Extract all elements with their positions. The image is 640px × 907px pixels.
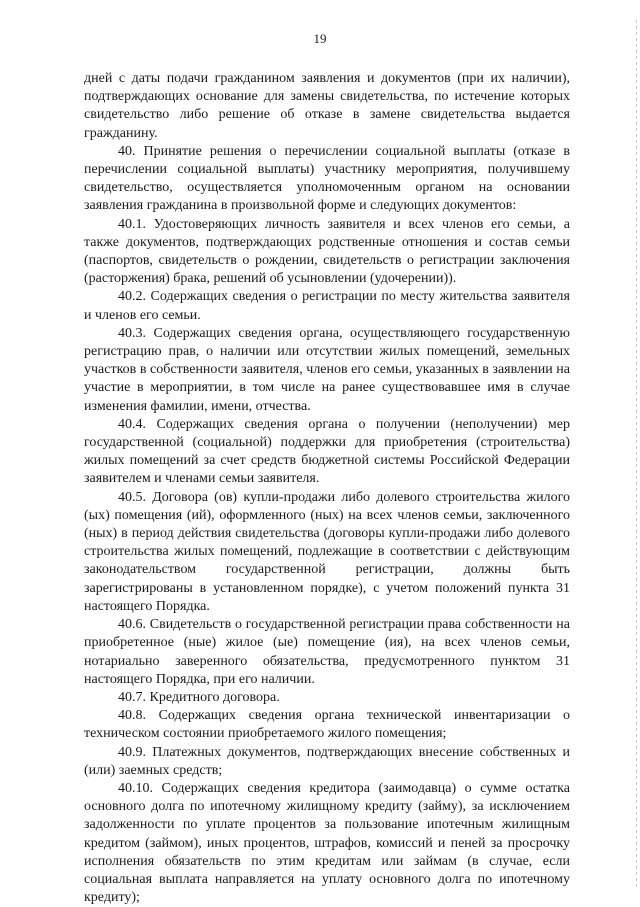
page-number: 19 <box>313 31 327 46</box>
paragraph-40: 40. Принятие решения о перечислении социальной выплаты (отказе в перечислении социальной выплаты) участнику мероприятия, получившему свидетельство, осуществляется уполномоченным органом на основании заявления гражданина в произвольной форме и следующих документов: <box>84 143 570 214</box>
paragraph-40-7: 40.7. Кредитного договора. <box>118 689 280 705</box>
paragraph-40-3: 40.3. Содержащих сведения органа, осуществляющего государственную регистрацию прав, о наличии или отсутствии жилых помещений, земельных участков в собственности заявителя, членов его семьи, указанных в заявлении на участие в мероприятии, в том числе на ранее существовавшее имя в случае изменения фамилии, имени, отчества. <box>84 325 570 414</box>
paragraph-continuation: дней с даты подачи гражданином заявления и документов (при их наличии), подтверждающих основание для замены свидетельства, по истечение которых свидетельство либо решение об отказе в замене свидетельства выдается гражданину. <box>84 71 570 141</box>
paragraph-40-5: 40.5. Договора (ов) купли-продажи либо долевого строительства жилого (ых) помещения (ий), оформленного (ных) на всех членов семьи, заключенного (ных) в период действия свидетельства (договоры купли-продажи либо долевого строительства жилых помещений, подлежащие в соответствии с действующим законодательством государственной регистрации, должны быть зарегистрированы в установленном порядке), с учетом положений пункта 31 настоящего Порядка. <box>84 489 570 614</box>
paragraph-40-4: 40.4. Содержащих сведения органа о получении (неполучении) мер государственной (социальной) поддержки для приобретения (строительства) жилых помещений за счет средств бюджетной системы Российской Федерации заявителем и членами семьи заявителя. <box>84 416 570 487</box>
scan-edge-line <box>636 20 637 890</box>
paragraph-40-6: 40.6. Свидетельств о государственной регистрации права собственности на приобретенное (ные) жилое (ые) помещение (ия), на всех членов семьи, нотариально заверенного обязательства, предусмотренного пунктом 31 настоящего Порядка, при его наличии. <box>84 617 570 687</box>
paragraph-40-1: 40.1. Удостоверяющих личность заявителя и всех членов его семьи, а также документов, подтверждающих родственные отношения и состав семьи (паспортов, свидетельств о рождении, свидетельств о регистрации заключения (расторжения) брака, решений об усыновлении (удочерении)). <box>84 216 570 287</box>
paragraph-40-2: 40.2. Содержащих сведения о регистрации по месту жительства заявителя и членов его семьи. <box>84 289 570 323</box>
document-body <box>84 70 570 907</box>
paragraph-40-8: 40.8. Содержащих сведения органа технической инвентаризации о техническом состоянии приобретаемого жилого помещения; <box>84 708 570 742</box>
paragraph-40-10: 40.10. Содержащих сведения кредитора (заимодавца) о сумме остатка основного долга по ипотечному жилищному кредиту (займу), за исключением задолженности по уплате процентов за пользование ипотечным жилищным кредитом (займом), иных процентов, штрафов, комиссий и пеней за просрочку исполнения обязательств по этим кредитам или займам (в случае, если социальная выплата направляется на уплату основного долга по ипотечному кредиту); <box>84 780 570 906</box>
paragraph-40-9: 40.9. Платежных документов, подтверждающих внесение собственных и (или) заемных средств; <box>84 744 570 778</box>
